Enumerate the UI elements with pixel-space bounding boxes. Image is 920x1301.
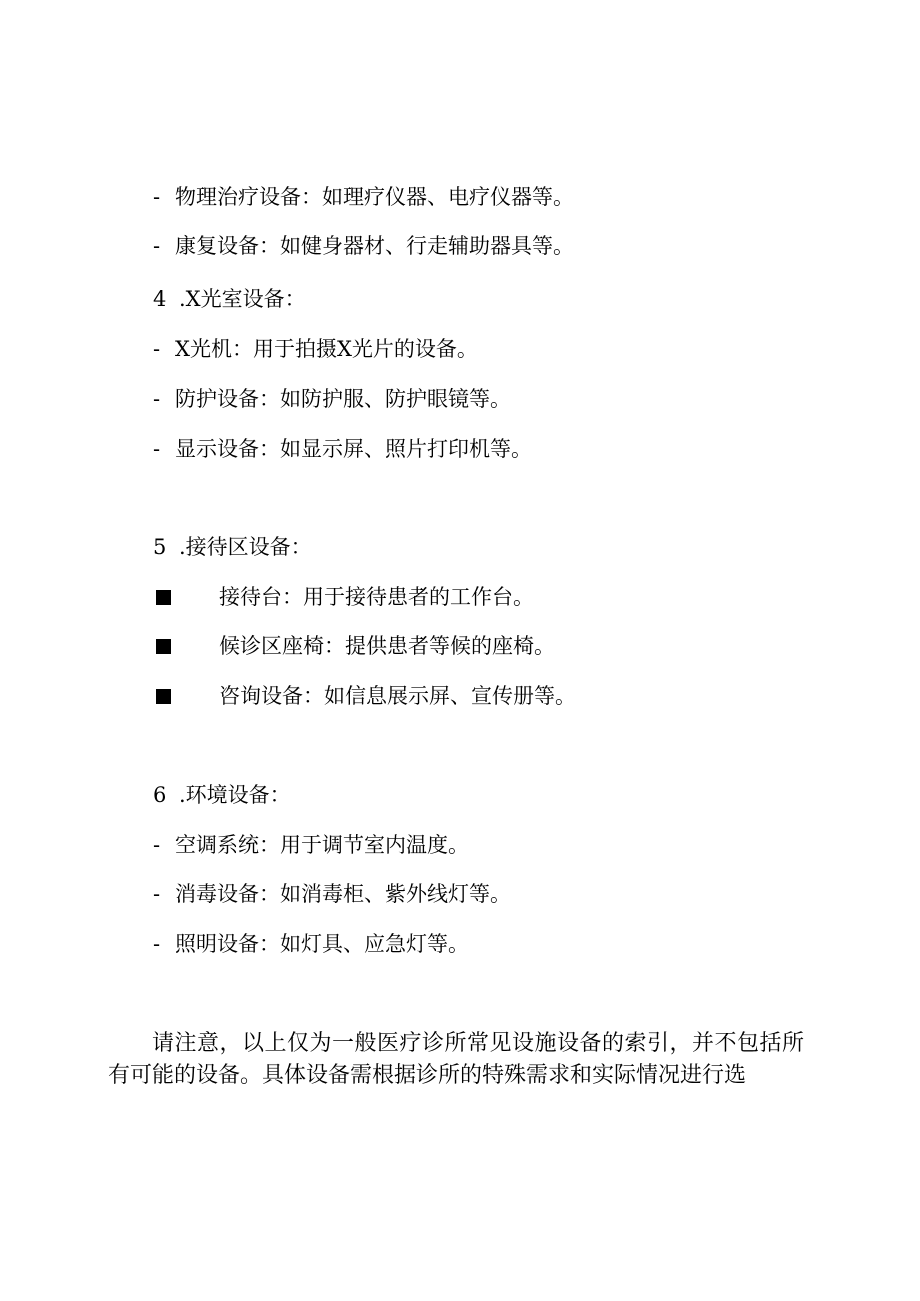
section-heading — [153, 781, 291, 809]
note-paragraph: 请注意，以上仅为一般医疗诊所常见设施设备的索引，并不包括所有可能的设备。具体设备需根据诊所的特殊需求和实际情况进行选 — [108, 1031, 804, 1088]
list-item — [153, 831, 469, 859]
list-item — [156, 682, 576, 710]
list-item — [153, 930, 469, 958]
list-item — [156, 632, 555, 660]
list-item — [153, 880, 511, 908]
dash-marker: - — [153, 337, 161, 361]
section-number: 5 — [153, 535, 167, 559]
list-item-text: 候诊区座椅：提供患者等候的座椅。 — [219, 634, 555, 658]
list-item-text: 物理治疗设备：如理疗仪器、电疗仪器等。 — [175, 185, 574, 209]
dash-marker: - — [153, 882, 161, 906]
list-item-text: 显示设备：如显示屏、照片打印机等。 — [175, 437, 532, 461]
list-item — [153, 183, 574, 211]
list-item-text: 康复设备：如健身器材、行走辅助器具等。 — [175, 234, 574, 258]
section-title: .X光室设备： — [179, 287, 306, 311]
dash-marker: - — [153, 234, 161, 258]
list-item-text: 空调系统：用于调节室内温度。 — [175, 833, 469, 857]
dash-marker: - — [153, 833, 161, 857]
list-item-text: X光机：用于拍摄X光片的设备。 — [175, 337, 478, 361]
list-item — [153, 232, 574, 260]
section-heading — [153, 533, 312, 561]
list-item — [153, 435, 532, 463]
section-number: 6 — [153, 783, 167, 807]
black-square-icon — [156, 689, 171, 704]
dash-marker: - — [153, 932, 161, 956]
list-item — [153, 385, 511, 413]
list-item-text: 防护设备：如防护服、防护眼镜等。 — [175, 387, 511, 411]
list-item-text: 咨询设备：如信息展示屏、宣传册等。 — [219, 684, 576, 708]
list-item — [153, 335, 478, 363]
dash-marker: - — [153, 387, 161, 411]
black-square-icon — [156, 639, 171, 654]
list-item-text: 消毒设备：如消毒柜、紫外线灯等。 — [175, 882, 511, 906]
black-square-icon — [156, 590, 171, 605]
list-item-text: 接待台：用于接待患者的工作台。 — [219, 585, 534, 609]
list-item-text: 照明设备：如灯具、应急灯等。 — [175, 932, 469, 956]
dash-marker: - — [153, 185, 161, 209]
section-heading — [153, 285, 306, 313]
section-title: .接待区设备： — [179, 535, 312, 559]
dash-marker: - — [153, 437, 161, 461]
section-title: .环境设备： — [179, 783, 291, 807]
list-item — [156, 583, 534, 611]
section-number: 4 — [153, 287, 167, 311]
